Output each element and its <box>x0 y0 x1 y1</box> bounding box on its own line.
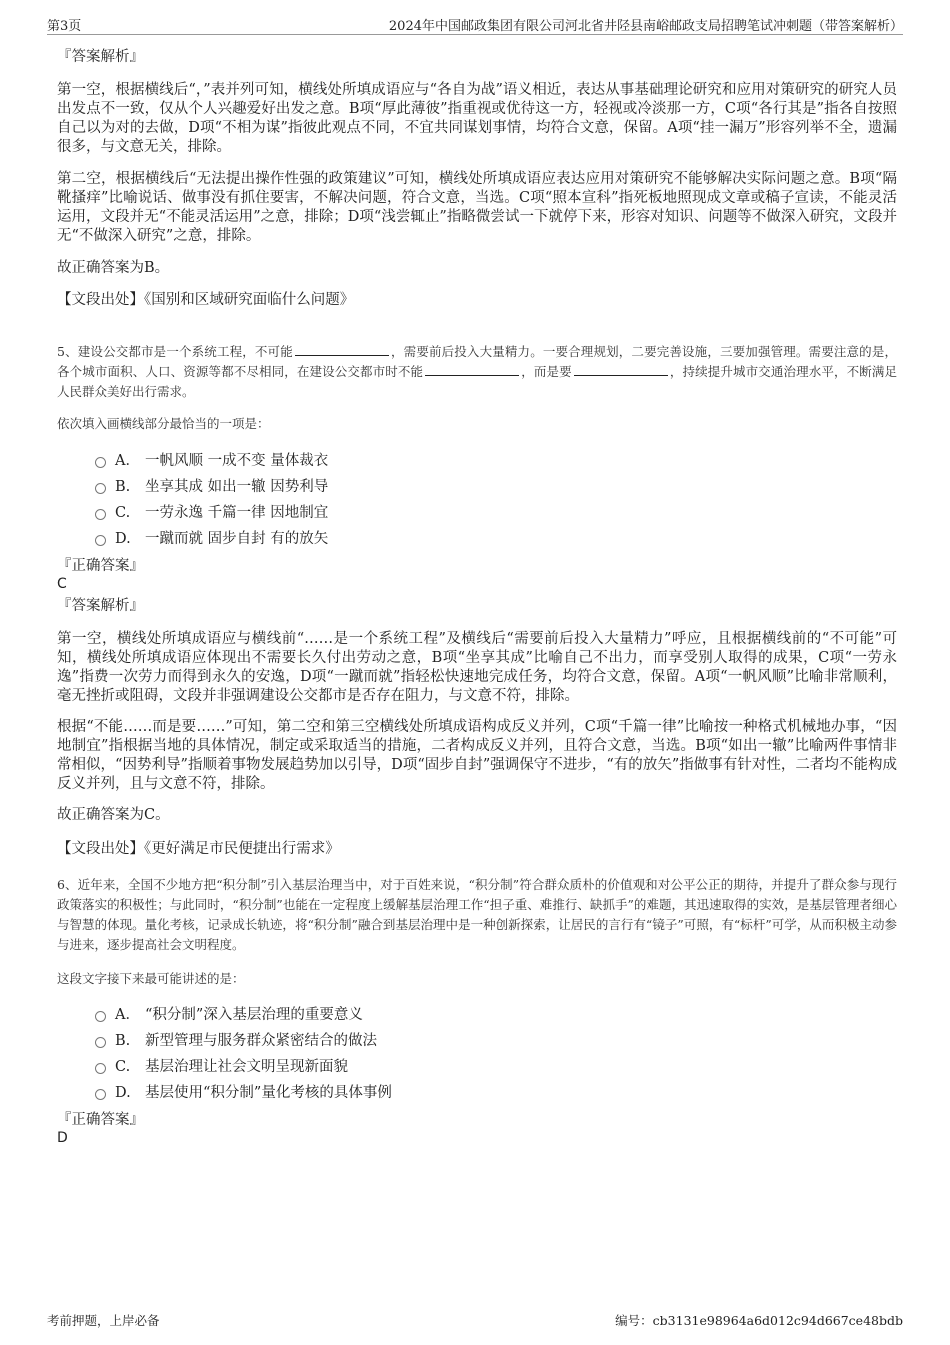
q4-analysis-p1: 第一空，根据横线后“，”表并列可知，横线处所填成语应与“各自为战”语义相近，表达从事基础理论研究和应用对策研究的研究人员出发点不一致，仅从个人兴趣爱好出发之意。B项“厚此薄彼”指重视或优待这一方，轻视或冷淡那一方，C项“各行其是”指各自按照自己以为对的去做，D项“不相为谋”指彼此观点不同，不宜共同谋划事情，均符合文意，保留。A项“挂一漏万”形容列举不全，遗漏很多，与文意无关，排除。 <box>57 82 897 155</box>
q4-source: 【文段出处】《国别和区域研究面临什么问题》 <box>57 292 355 308</box>
footer-slogan: 考前押题，上岸必备 <box>47 1313 160 1328</box>
q6-answer-label: 『正确答案』 <box>57 1112 144 1128</box>
q5-conclusion: 故正确答案为C。 <box>57 807 170 823</box>
q5-prompt: 依次填入画横线部分最恰当的一项是： <box>57 416 270 431</box>
radio-icon[interactable] <box>95 1037 106 1048</box>
q5-option-d[interactable]: D. 一蹴而就 固步自封 有的放矢 <box>95 529 328 549</box>
q5-option-b[interactable]: B. 坐享其成 如出一辙 因势利导 <box>95 477 328 497</box>
q5-analysis-label: 『答案解析』 <box>57 598 144 614</box>
q6-answer: D <box>57 1130 68 1146</box>
q5-analysis-p2: 根据“不能……而是要……”可知，第二空和第三空横线处所填成语构成反义并列，C项“千篇一律”比喻按一种格式机械地办事，“因地制宜”指根据当地的具体情况，制定或采取适当的措施，二者构成反义并列，且符合文意，当选。B项“如出一辙”比喻两件事情非常相似，“因势利导”指顺着事物发展趋势加以引导，D项“固步自封”强调保守不进步，“有的放矢”指做事有针对性，二者均不能构成反义并列，且与文意不符，排除。 <box>57 719 897 792</box>
radio-icon[interactable] <box>95 483 106 494</box>
page-header <box>47 14 903 35</box>
q6-option-b[interactable]: B. 新型管理与服务群众紧密结合的做法 <box>95 1031 377 1051</box>
q6-option-c[interactable]: C. 基层治理让社会文明呈现新面貌 <box>95 1057 348 1077</box>
q5-blank-2 <box>425 362 519 376</box>
radio-icon[interactable] <box>95 1063 106 1074</box>
q6-stem: 6、近年来，全国不少地方把“积分制”引入基层治理当中，对于百姓来说，“积分制”符合群众质朴的价值观和对公平公正的期待，并提升了群众参与现行政策落实的积极性；与此同时，“积分制”也能在一定程度上缓解基层治理工作“担子重、难推行、缺抓手”的难题，其迅速取得的实效，是基层管理者细心与智慧的体现。量化考核，记录成长轨迹，将“积分制”融合到基层治理中是一种创新探索，让居民的言行有“镜子”可照，有“标杆”可学，从而积极主动参与进来，逐步提高社会文明程度。 <box>57 877 897 952</box>
document-code: 编号：cb3131e98964a6d012c94d667ce48bdb <box>615 1313 903 1328</box>
q5-option-a[interactable]: A． 一帆风顺 一成不变 量体裁衣 <box>95 451 328 471</box>
radio-icon[interactable] <box>95 509 106 520</box>
q6-prompt: 这段文字接下来最可能讲述的是： <box>57 971 245 986</box>
q4-analysis-p2: 第二空，根据横线后“无法提出操作性强的政策建议”可知，横线处所填成语应表达应用对策研究不能够解决实际问题之意。B项“隔靴搔痒”比喻说话、做事没有抓住要害，不解决问题，符合文意，当选。C项“照本宣科”指死板地照现成文章或稿子宣读，不能灵活运用，文段并无“不能灵活运用”之意，排除；D项“浅尝辄止”指略微尝试一下就停下来，形容对知识、问题等不做深入研究，文段并无“不做深入研究”之意，排除。 <box>57 171 897 244</box>
q5-stem-part4: ，持续提升城市交通治理水平，不断满足人民群众美好出行需求。 <box>57 364 897 399</box>
q5-analysis-p1: 第一空，横线处所填成语应与横线前“……是一个系统工程”及横线后“需要前后投入大量精力”呼应，且根据横线前的“不可能”可知，横线处所填成语应体现出不需要长久付出劳动之意，B项“坐享其成”比喻自己不出力，而享受别人取得的成果，C项“一劳永逸”指费一次劳力而得到永久的安逸，D项“一蹴而就”指轻松快速地完成任务，均符合文意，保留。A项“一帆风顺”比喻非常顺利，毫无挫折或阻碍，文段并非强调建设公交都市是否存在阻力，与文意不符，排除。 <box>57 631 898 704</box>
q5-blank-3 <box>574 362 668 376</box>
q5-stem-part3: ，而是要 <box>521 364 572 379</box>
radio-icon[interactable] <box>95 535 106 546</box>
q5-source: 【文段出处】《更好满足市民便捷出行需求》 <box>57 841 340 857</box>
radio-icon[interactable] <box>95 1011 106 1022</box>
q5-stem-part2: ，需要前后投入大量精力。一要合理规划，二要完善设施，三要加强管理。需要注意的是，各个城市面积、人口、资源等都不尽相同，在建设公交都市时不能 <box>57 344 897 379</box>
q5-blank-1 <box>295 342 389 356</box>
radio-icon[interactable] <box>95 457 106 468</box>
q5-stem-part1: 5、建设公交都市是一个系统工程，不可能 <box>57 344 293 359</box>
radio-icon[interactable] <box>95 1089 106 1100</box>
page-number: 第3页 <box>47 19 82 34</box>
q6-option-a[interactable]: A． “积分制”深入基层治理的重要意义 <box>95 1005 363 1025</box>
q4-conclusion: 故正确答案为B。 <box>57 260 170 276</box>
q5-answer-label: 『正确答案』 <box>57 558 144 574</box>
q5-option-c[interactable]: C. 一劳永逸 千篇一律 因地制宜 <box>95 503 328 523</box>
q5-answer: C <box>57 576 67 592</box>
q6-option-d[interactable]: D. 基层使用“积分制”量化考核的具体事例 <box>95 1083 392 1103</box>
q4-analysis-label: 『答案解析』 <box>57 49 144 65</box>
q5-stem <box>57 342 897 402</box>
document-title: 2024年中国邮政集团有限公司河北省井陉县南峪邮政支局招聘笔试冲刺题（带答案解析） <box>388 19 903 34</box>
